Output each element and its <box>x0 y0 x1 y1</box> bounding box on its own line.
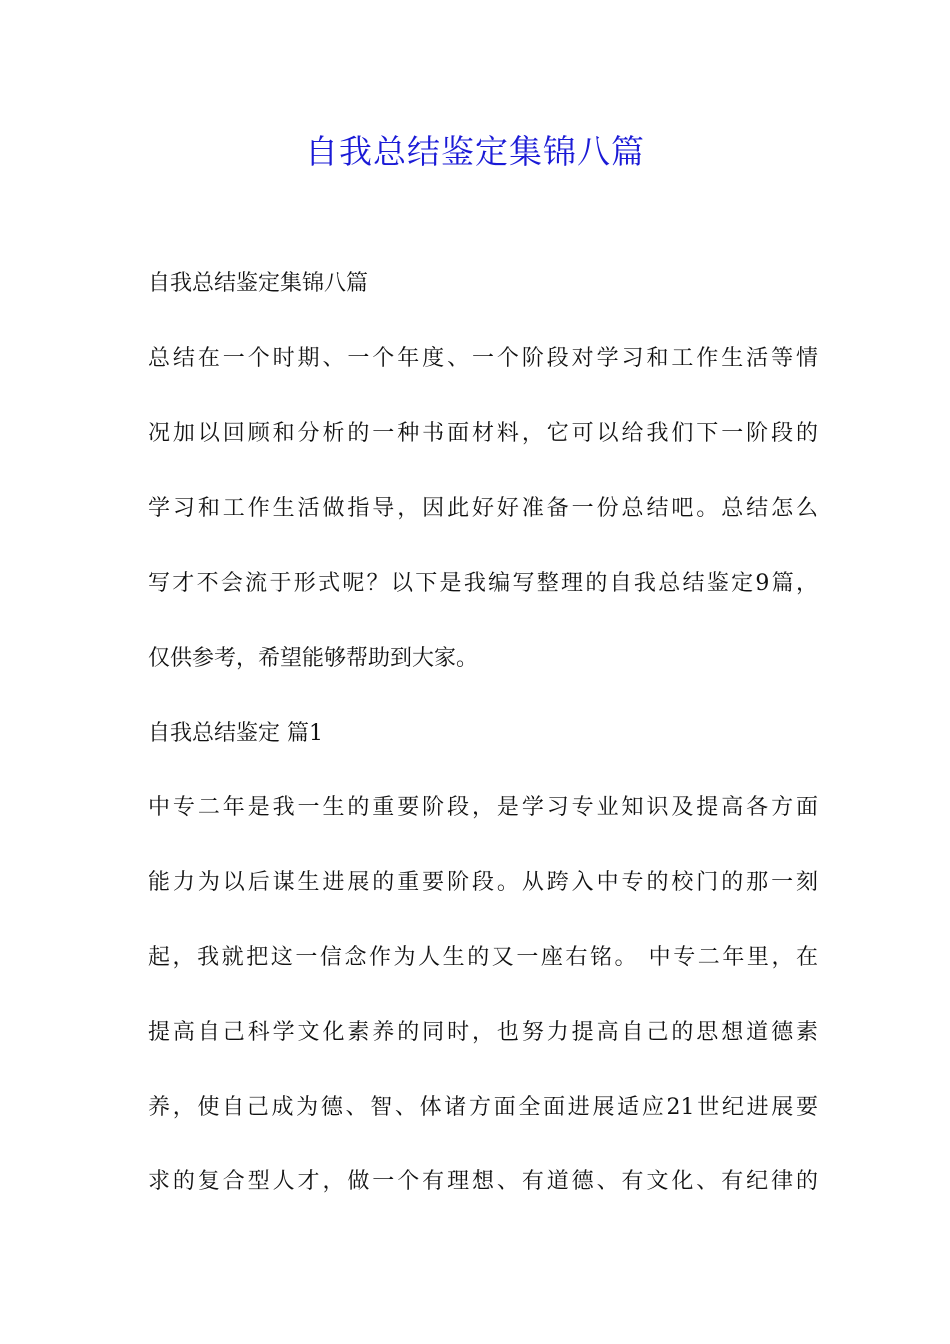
body-line: 仅供参考，希望能够帮助到大家。 <box>148 646 479 671</box>
document-title: 自我总结鉴定集锦八篇 <box>305 132 645 171</box>
body-line: 写才不会流于形式呢？以下是我编写整理的自我总结鉴定9篇， <box>148 571 818 596</box>
body-line: 养，使自己成为德、智、体诸方面全面进展适应21世纪进展要 <box>148 1095 818 1120</box>
body-line: 况加以回顾和分析的一种书面材料，它可以给我们下一阶段的 <box>148 421 818 446</box>
body-line: 学习和工作生活做指导，因此好好准备一份总结吧。总结怎么 <box>148 496 818 521</box>
section-heading: 自我总结鉴定 篇1 <box>148 721 323 746</box>
body-line: 求的复合型人才，做一个有理想、有道德、有文化、有纪律的 <box>148 1169 818 1194</box>
body-line-heading: 自我总结鉴定集锦八篇 <box>148 271 369 296</box>
body-line: 起，我就把这一信念作为人生的又一座右铭。 中专二年里，在 <box>148 945 818 970</box>
body-line: 中专二年是我一生的重要阶段，是学习专业知识及提高各方面 <box>148 795 818 820</box>
body-line: 能力为以后谋生进展的重要阶段。从跨入中专的校门的那一刻 <box>148 870 818 895</box>
body-line: 提高自己科学文化素养的同时，也努力提高自己的思想道德素 <box>148 1020 818 1045</box>
body-line: 总结在一个时期、一个年度、一个阶段对学习和工作生活等情 <box>148 346 818 371</box>
